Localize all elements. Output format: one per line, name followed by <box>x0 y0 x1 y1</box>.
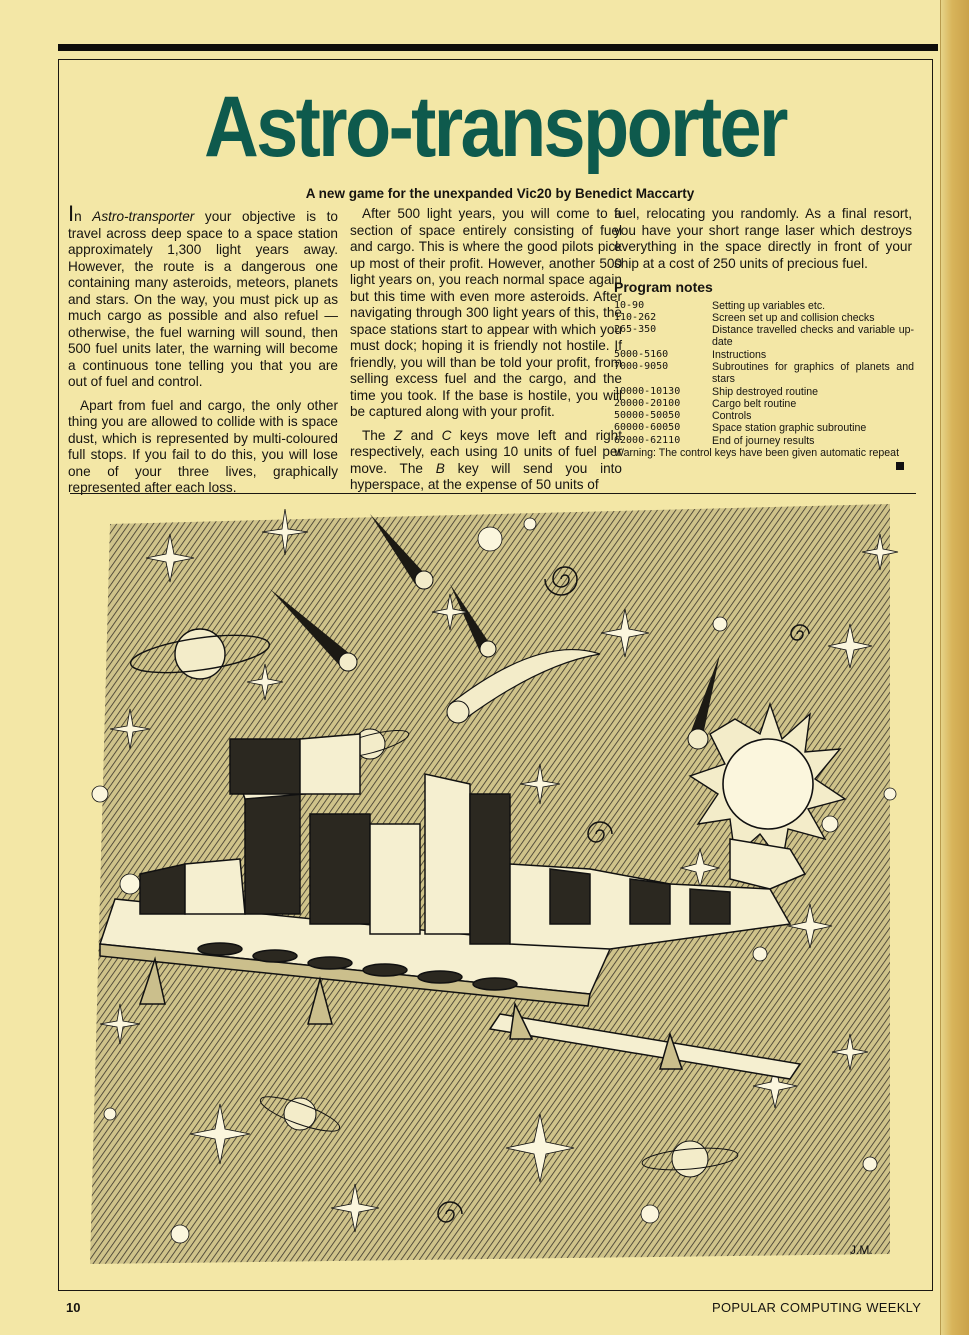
key-c: C <box>441 427 452 443</box>
paragraph-controls <box>350 428 622 494</box>
controls-text-d: keys move left and right respectively, each using 10 units of fuel per move. The <box>350 427 623 476</box>
controls-text-a: The <box>362 427 394 443</box>
program-note-row <box>614 422 914 434</box>
text-column-3 <box>614 206 914 470</box>
line-description: Cargo belt routine <box>712 397 797 410</box>
intro-text-start: n <box>74 209 93 224</box>
program-notes-heading: Program notes <box>614 279 713 295</box>
controls-text-b: and <box>402 427 442 443</box>
space-illustration <box>70 493 916 1284</box>
program-notes-table <box>614 300 914 448</box>
text-column-1 <box>68 201 338 504</box>
program-note-row <box>614 398 914 410</box>
line-range: 5000-5160 <box>614 348 669 360</box>
line-description: End of journey results <box>712 434 815 447</box>
line-range: 265-350 <box>614 324 657 336</box>
game-name: Astro-transporter <box>92 209 195 224</box>
line-range: 110-262 <box>614 311 657 323</box>
line-range: 62000-62110 <box>614 434 681 446</box>
line-range: 20000-20100 <box>614 397 681 409</box>
key-z: Z <box>393 427 403 443</box>
paragraph-collisions: Apart from fuel and cargo, the only other thing you are allowed to collide with is space dust, which is represented by multi-coloured full stops. If you fail to do this, you will lose one of your three lives, graphically represented after each loss. <box>68 397 338 495</box>
warning-text: Warning: The control keys have been given automatic repeat <box>614 447 900 460</box>
line-range: 60000-60050 <box>614 422 681 434</box>
warning-note <box>614 447 914 459</box>
illustration-svg <box>70 494 916 1284</box>
page-number: 10 <box>66 1300 81 1315</box>
line-range: 50000-50050 <box>614 410 681 422</box>
line-description: Ship destroyed routine <box>712 385 819 398</box>
program-note-row <box>614 349 914 361</box>
line-range: 10000-10130 <box>614 385 681 397</box>
line-description: Distance travelled checks and variable up-date <box>712 324 914 349</box>
program-note-row <box>614 386 914 398</box>
program-note-row <box>614 435 914 447</box>
text-column-2 <box>350 206 622 501</box>
drop-cap: I <box>68 201 75 226</box>
program-note-row <box>614 324 914 349</box>
line-range: 10-90 <box>614 299 645 311</box>
publication-name: POPULAR COMPUTING WEEKLY <box>712 1300 922 1315</box>
key-b: B <box>435 460 445 476</box>
article-title: Astro-transporter <box>204 79 786 175</box>
paragraph-hyperspace: fuel, relocating you randomly. As a final resort, you have your short range laser which destroys everything in the space directly in front of your ship at a cost of 250 units of precious fuel. <box>614 206 912 271</box>
intro-text-rest: your objective is to travel across deep space to a space station approximately 1,300 light years away. However, the route is a dangerous one containing many asteroids, meteors, planets and stars. On the way, you must pick up as much cargo as possible and also refuel — otherwise, the fuel warning will sound, then 500 fuel units later, the warning will become a continuous tone telling you that you are out of fuel and control. <box>68 209 338 389</box>
top-rule <box>58 44 938 51</box>
line-range: 7000-9050 <box>614 360 669 372</box>
line-description: Setting up variables etc. <box>712 299 826 312</box>
program-note-row <box>614 312 914 324</box>
line-description: Space station graphic subroutine <box>712 422 867 435</box>
line-description: Subroutines for graphics of planets and stars <box>712 360 914 386</box>
artist-signature: J.M. <box>850 1243 873 1257</box>
paragraph-intro <box>68 201 338 391</box>
program-note-row <box>614 300 914 312</box>
end-mark <box>896 462 904 470</box>
paragraph-journey: After 500 light years, you will come to a section of space entirely consisting of fuel and cargo. This is where the good pilots pick up most of their profit. However, another 500 light years on, you reach normal space again but this time with even more asteroids. After navigating through 300 light years of this, the space stations start to appear with which you must dock; hoping it is friendly not hostile. If friendly, you will than be told your profit, from selling excess fuel and the cargo, and the time you took. If the base is hostile, you will be captured along with your profit. <box>350 206 622 419</box>
line-description: Controls <box>712 410 752 423</box>
program-note-row <box>614 410 914 422</box>
line-description: Screen set up and collision checks <box>712 311 875 324</box>
line-description: Instructions <box>712 348 767 361</box>
controls-text-e: key will send you into hyperspace, at the expense of 50 units of <box>350 460 622 492</box>
program-note-row <box>614 361 914 386</box>
article-subtitle: A new game for the unexpanded Vic20 by Benedict Maccarty <box>305 186 695 201</box>
adjacent-page-edge <box>940 0 969 1335</box>
